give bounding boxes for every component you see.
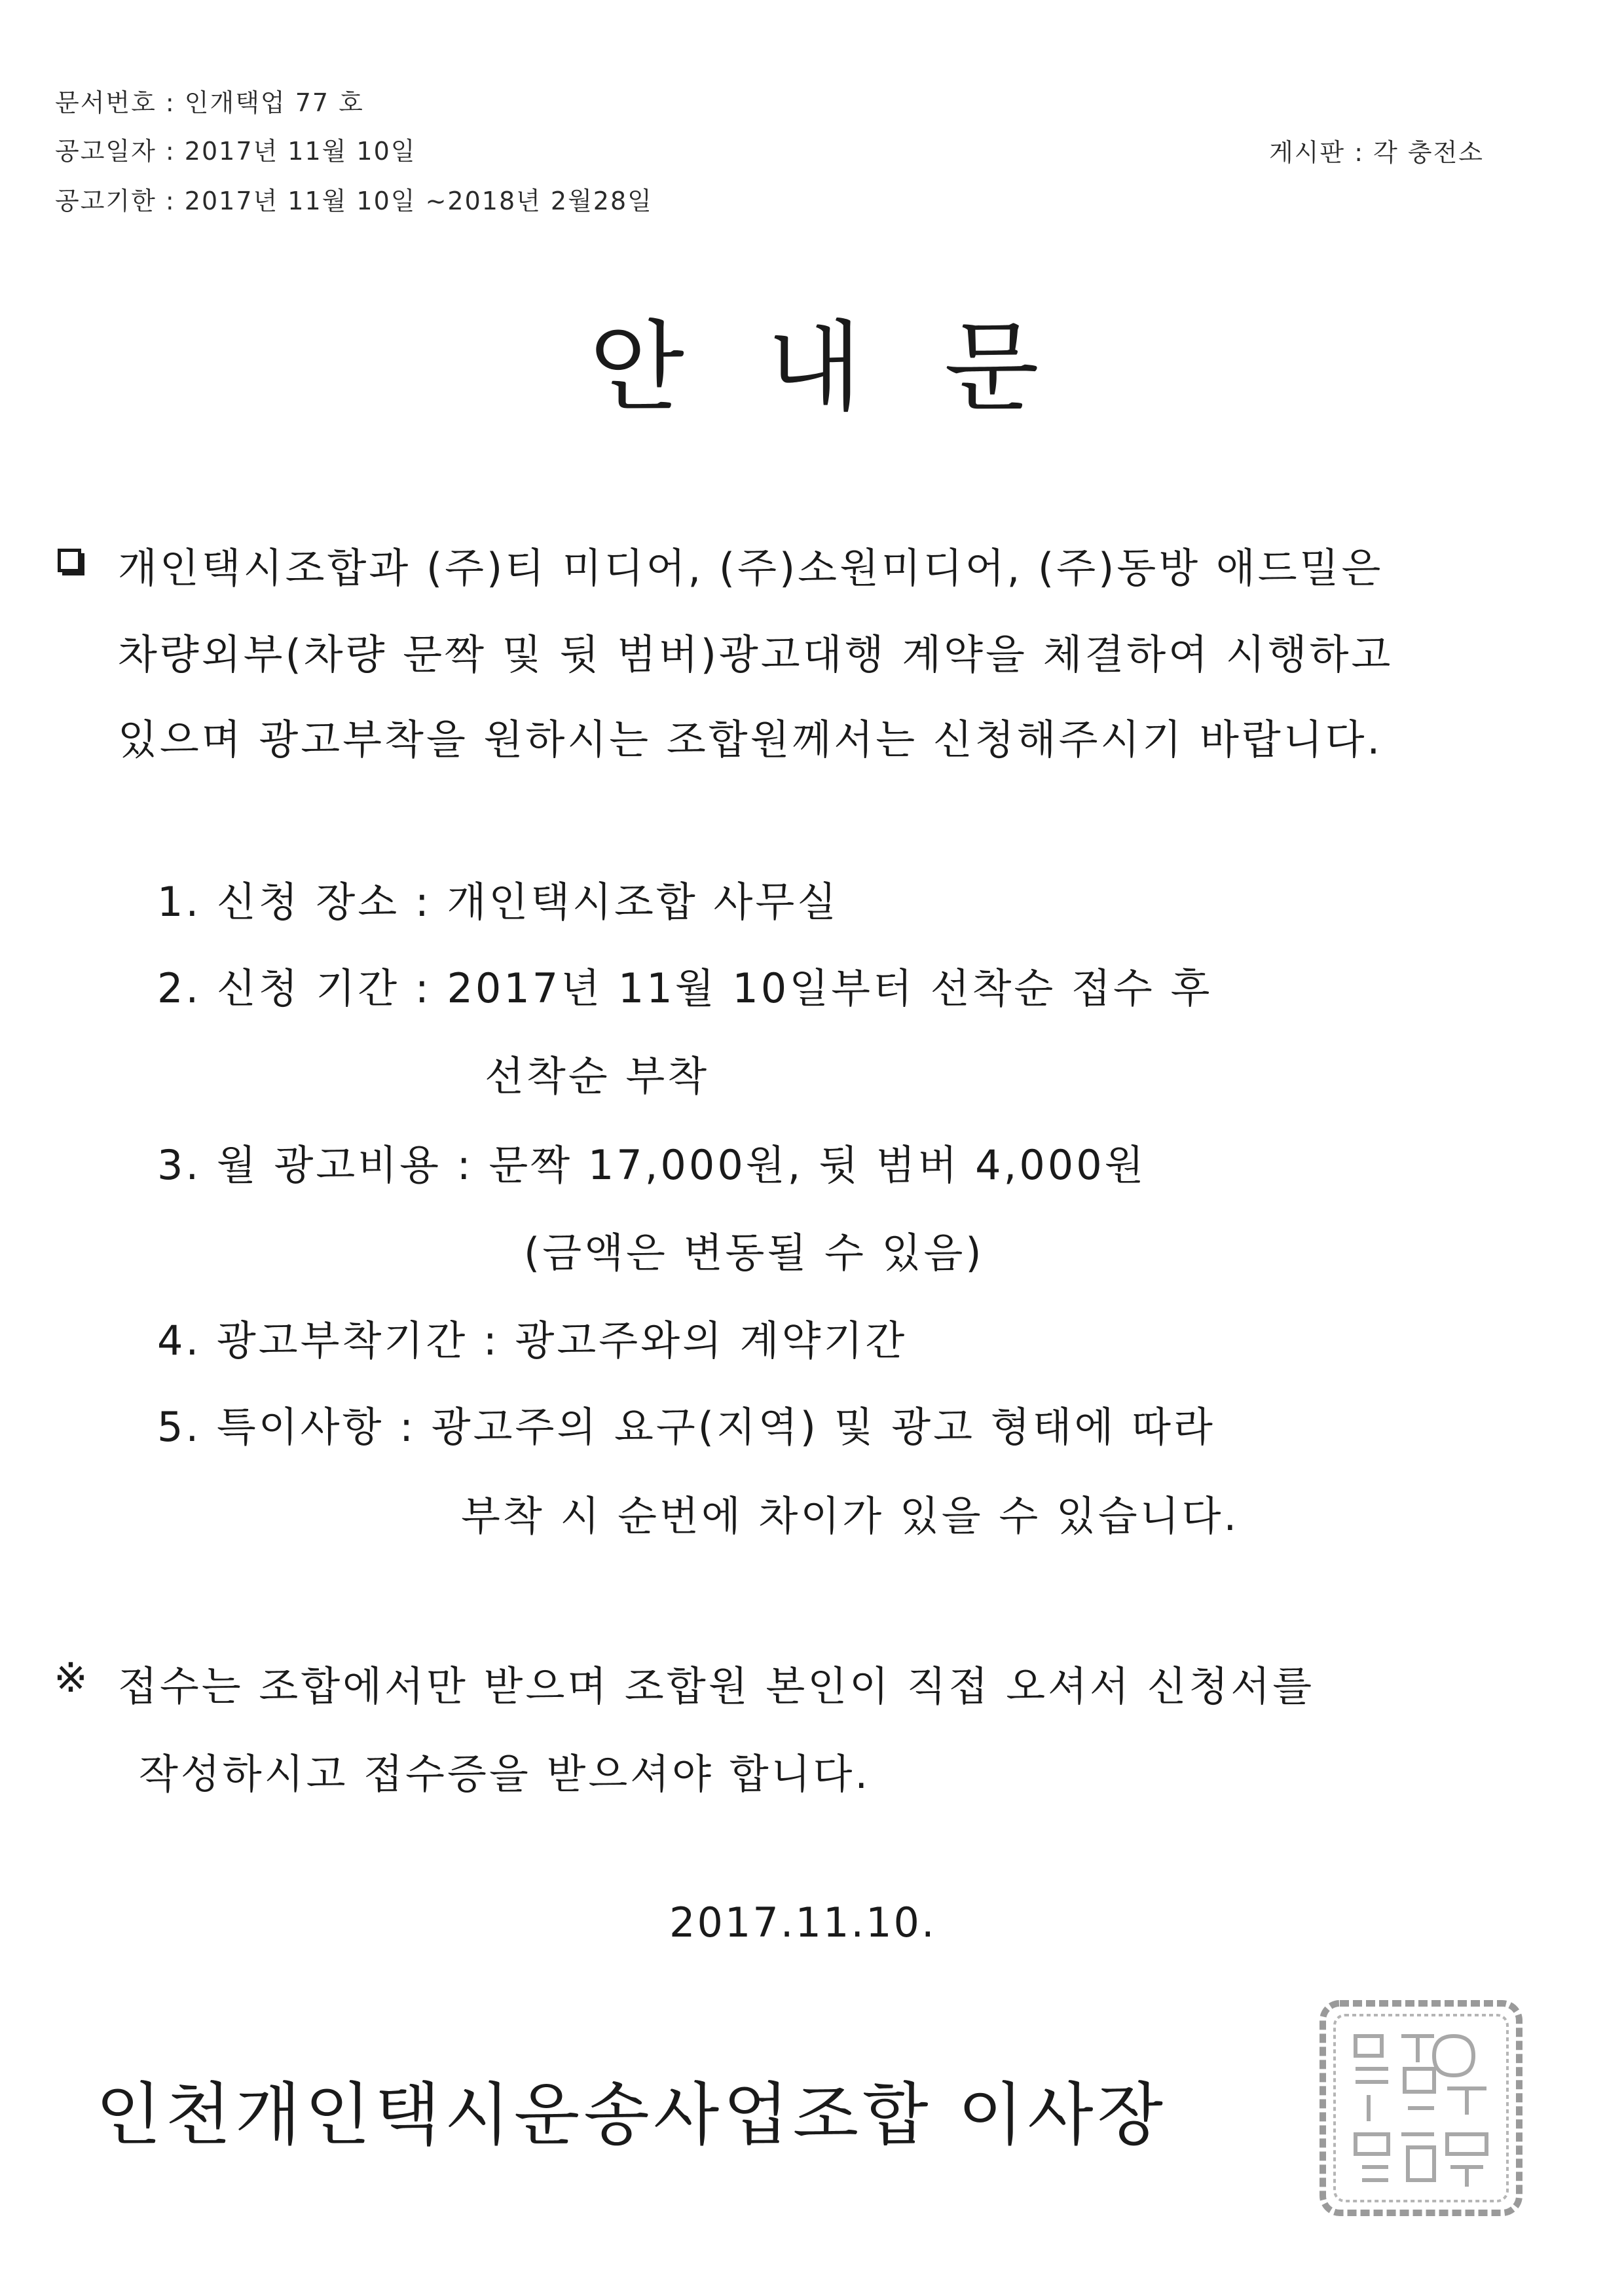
official-seal-icon	[1316, 1997, 1526, 2219]
item-cost-note: (금액은 변동될 수 있음)	[524, 1229, 984, 1277]
item-period-continued: 선착순 부착	[485, 1052, 710, 1100]
note-line-1: 접수는 조합에서만 받으며 조합원 본인이 직접 오셔서 신청서를	[118, 1662, 1315, 1710]
item-special-notes: 5. 특이사항 : 광고주의 요구(지역) 및 광고 형태에 따라	[157, 1403, 1215, 1451]
intro-line-3: 있으며 광고부착을 원하시는 조합원께서는 신청해주시기 바랍니다.	[118, 716, 1383, 763]
note-symbol: ※	[54, 1654, 90, 1702]
notice-period: 공고기한 : 2017년 11월 10일 ~2018년 2월28일	[55, 187, 653, 215]
square-bullet-icon	[58, 549, 81, 575]
page-title	[589, 288, 1043, 429]
item-ad-period: 4. 광고부착기간 : 광고주와의 계약기간	[157, 1317, 908, 1364]
signature-line: 인천개인택시운송사업조합 이사장	[96, 2075, 1168, 2155]
title-char: 문	[944, 311, 1043, 425]
item-special-notes-continued: 부착 시 순번에 차이가 있을 수 있습니다.	[461, 1492, 1240, 1540]
item-period: 2. 신청 기간 : 2017년 11월 10일부터 선착순 접수 후	[157, 964, 1213, 1012]
note-line-2: 작성하시고 접수증을 받으셔야 합니다.	[139, 1750, 871, 1798]
title-char: 내	[766, 311, 866, 425]
bulletin-board: 게시판 : 각 충전소	[1269, 138, 1484, 167]
item-location: 1. 신청 장소 : 개인택시조합 사무실	[157, 878, 840, 926]
intro-line-2: 차량외부(차량 문짝 및 뒷 범버)광고대행 계약을 체결하여 시행하고	[118, 630, 1393, 678]
title-char: 안	[589, 311, 688, 425]
intro-line-1: 개인택시조합과 (주)티 미디어, (주)소원미디어, (주)동방 애드밀은	[118, 544, 1384, 592]
item-cost: 3. 월 광고비용 : 문짝 17,000원, 뒷 범버 4,000원	[157, 1141, 1147, 1189]
issue-date: 2017.11.10.	[669, 1899, 936, 1946]
document-number: 문서번호 : 인개택업 77 호	[55, 88, 364, 117]
notice-date: 공고일자 : 2017년 11월 10일	[55, 137, 416, 166]
